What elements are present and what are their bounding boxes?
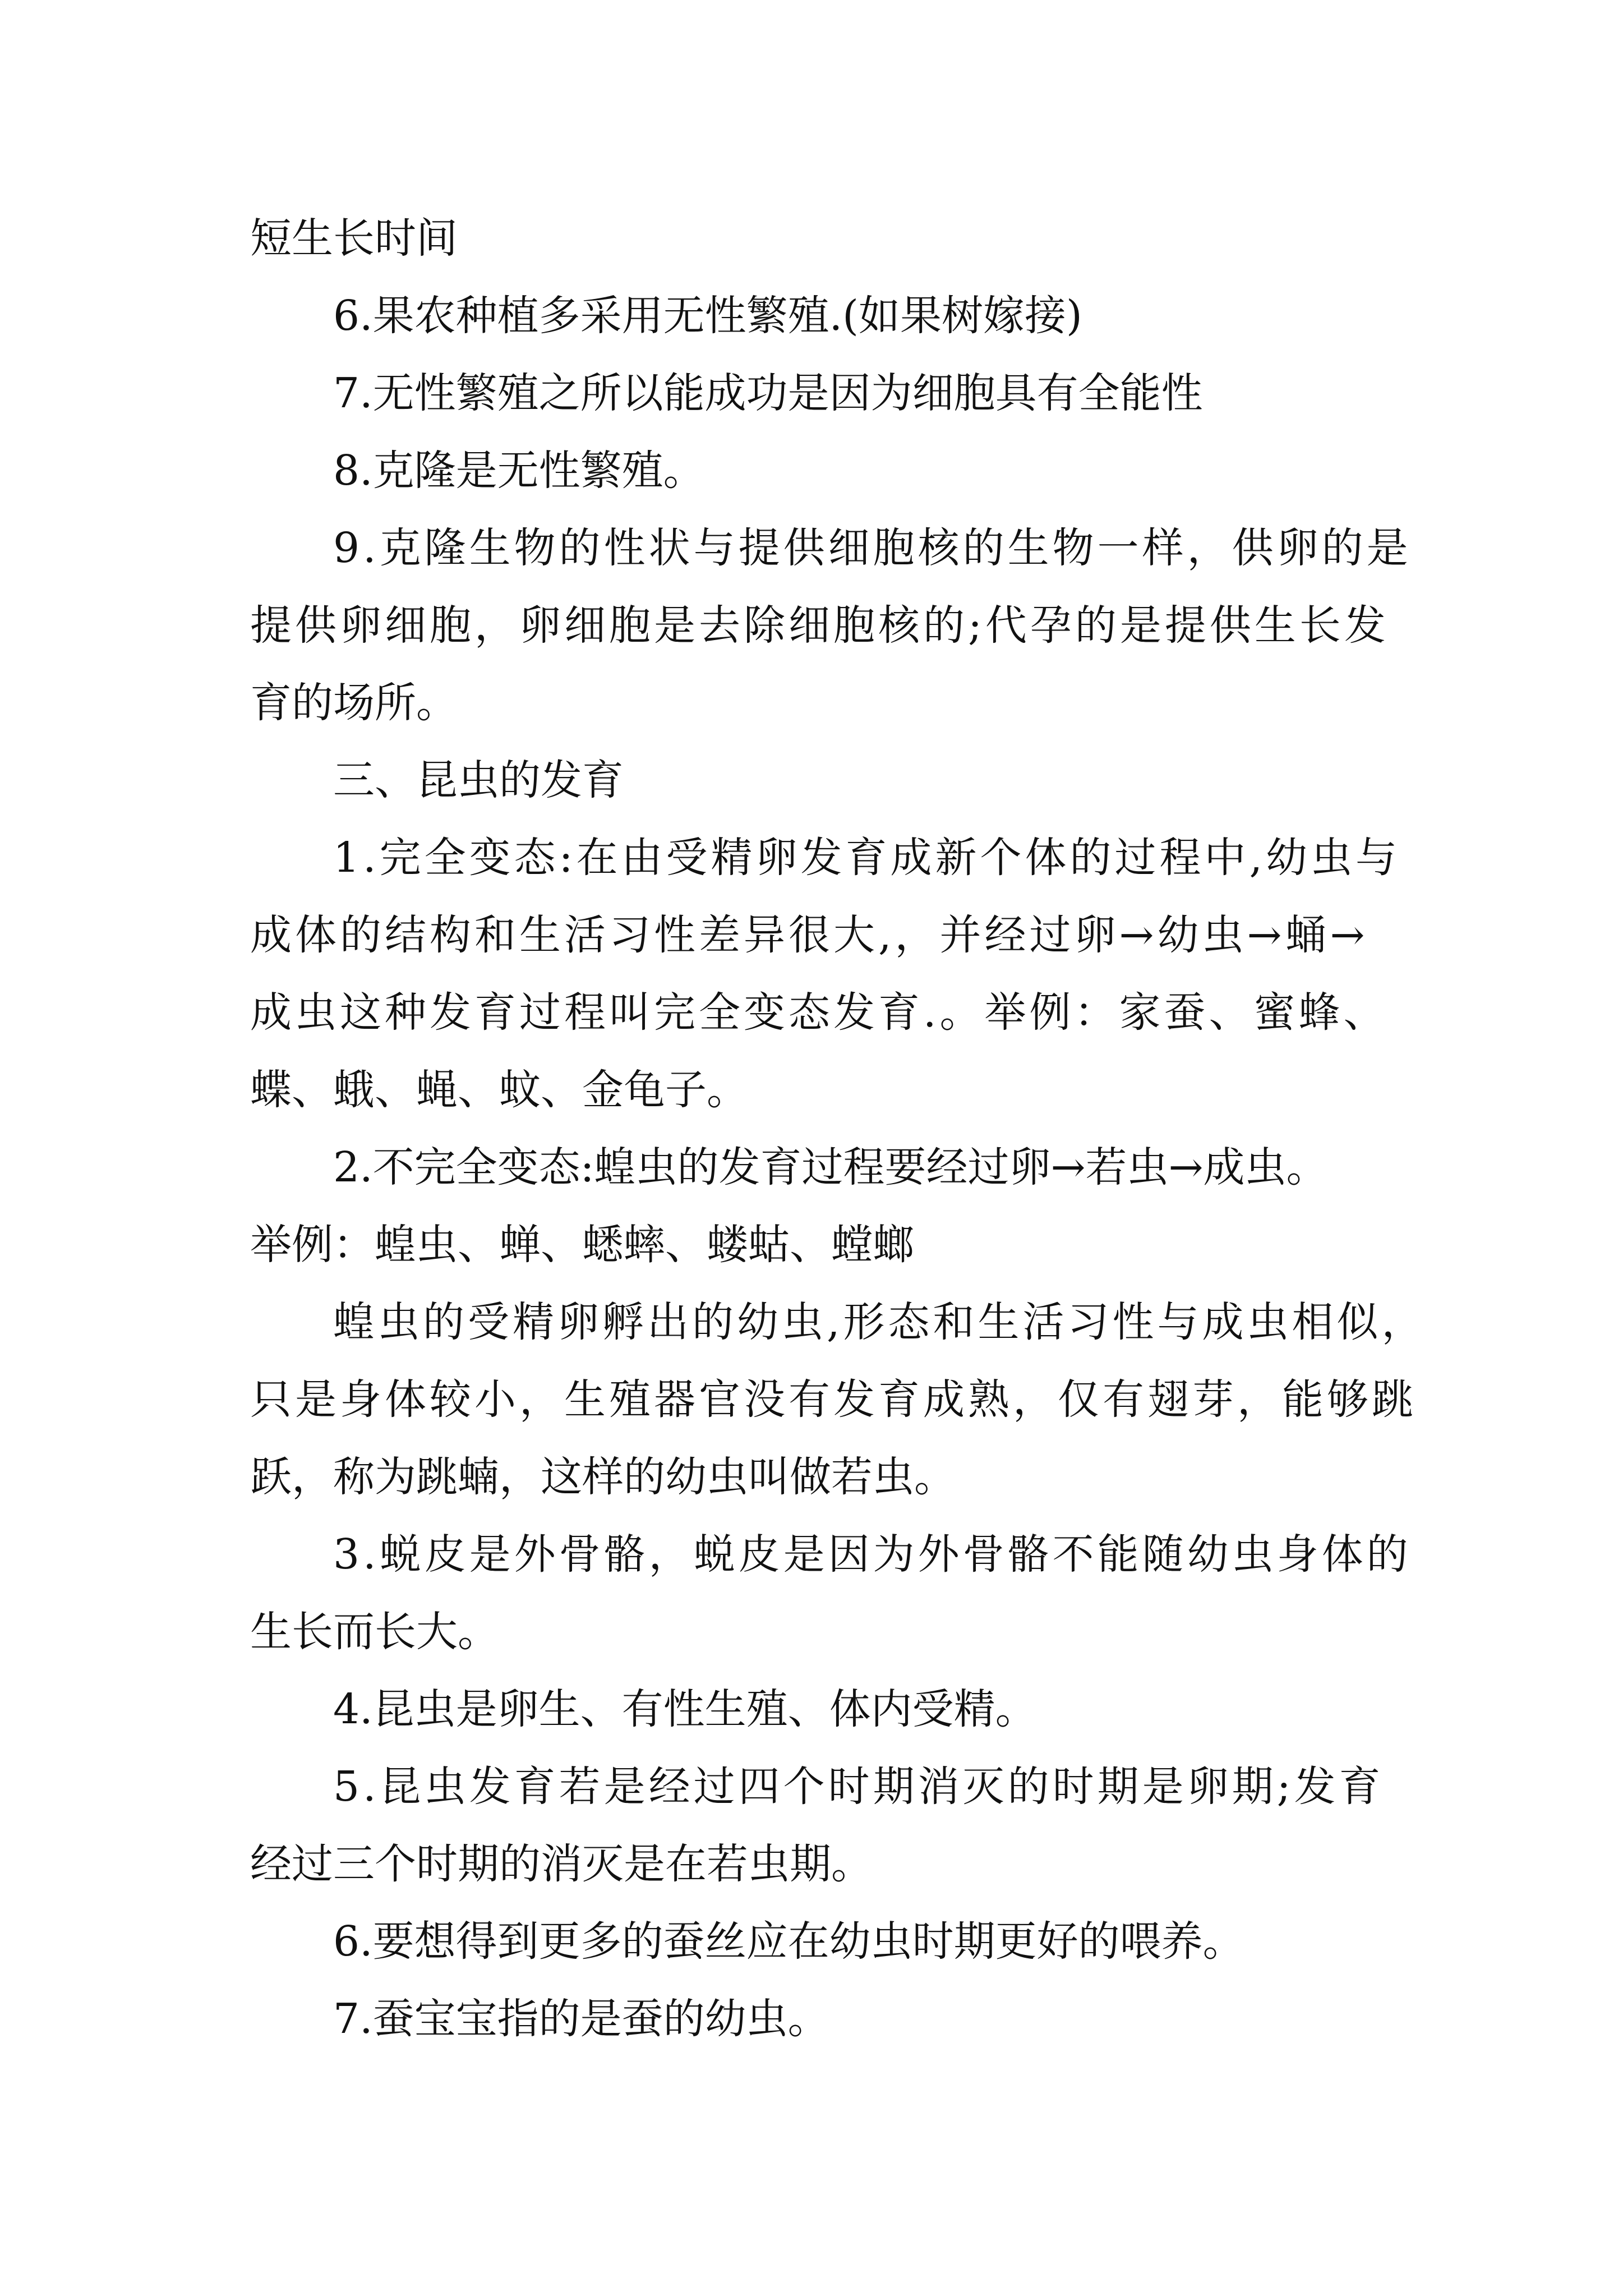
text-line: 举例：蝗虫、蝉、蟋蟀、蝼蛄、螳螂 (250, 1221, 914, 1269)
text-line: 经过三个时期的消灭是在若虫期。 (250, 1840, 873, 1888)
text-line: 提供卵细胞，卵细胞是去除细胞核的;代孕的是提供生长发 (250, 601, 1389, 650)
text-line: 蝗虫的受精卵孵出的幼虫,形态和生活习性与成虫相似， (333, 1298, 1427, 1346)
text-line: 短生长时间 (250, 214, 458, 263)
text-line: 6.要想得到更多的蚕丝应在幼虫时期更好的喂养。 (333, 1917, 1244, 1966)
text-line: 2.不完全变态:蝗虫的发育过程要经过卵→若虫→成虫。 (333, 1143, 1328, 1191)
text-line: 5.昆虫发育若是经过四个时期消灭的时期是卵期;发育 (333, 1763, 1384, 1811)
text-line: 蝶、蛾、蝇、蚊、金龟子。 (250, 1066, 748, 1114)
text-line: 只是身体较小，生殖器官没有发育成熟，仅有翅芽，能够跳 (250, 1375, 1417, 1424)
text-line: 7.蚕宝宝指的是蚕的幼虫。 (333, 1995, 829, 2043)
text-line: 4.昆虫是卵生、有性生殖、体内受精。 (333, 1685, 1037, 1733)
text-line: 3.蜕皮是外骨骼，蜕皮是因为外骨骼不能随幼虫身体的 (333, 1530, 1412, 1579)
text-line: 成虫这种发育过程叫完全变态发育.。举例：家蚕、蜜蜂、 (250, 988, 1389, 1037)
text-line: 跃，称为跳蝻，这样的幼虫叫做若虫。 (250, 1453, 956, 1501)
text-line: 6.果农种植多采用无性繁殖.(如果树嫁接) (333, 292, 1082, 340)
text-line: 7.无性繁殖之所以能成功是因为细胞具有全能性 (333, 369, 1203, 417)
text-line: 生长而长大。 (250, 1608, 499, 1656)
text-line: 1.完全变态:在由受精卵发育成新个体的过程中,幼虫与 (333, 834, 1401, 882)
section-heading: 三、昆虫的发育 (333, 756, 624, 804)
text-line: 8.克隆是无性繁殖。 (333, 447, 705, 495)
text-line: 9.克隆生物的性状与提供细胞核的生物一样，供卵的是 (333, 524, 1412, 572)
text-line: 育的场所。 (250, 679, 458, 727)
text-line: 成体的结构和生活习性差异很大,，并经过卵→幼虫→蛹→ (250, 911, 1368, 959)
